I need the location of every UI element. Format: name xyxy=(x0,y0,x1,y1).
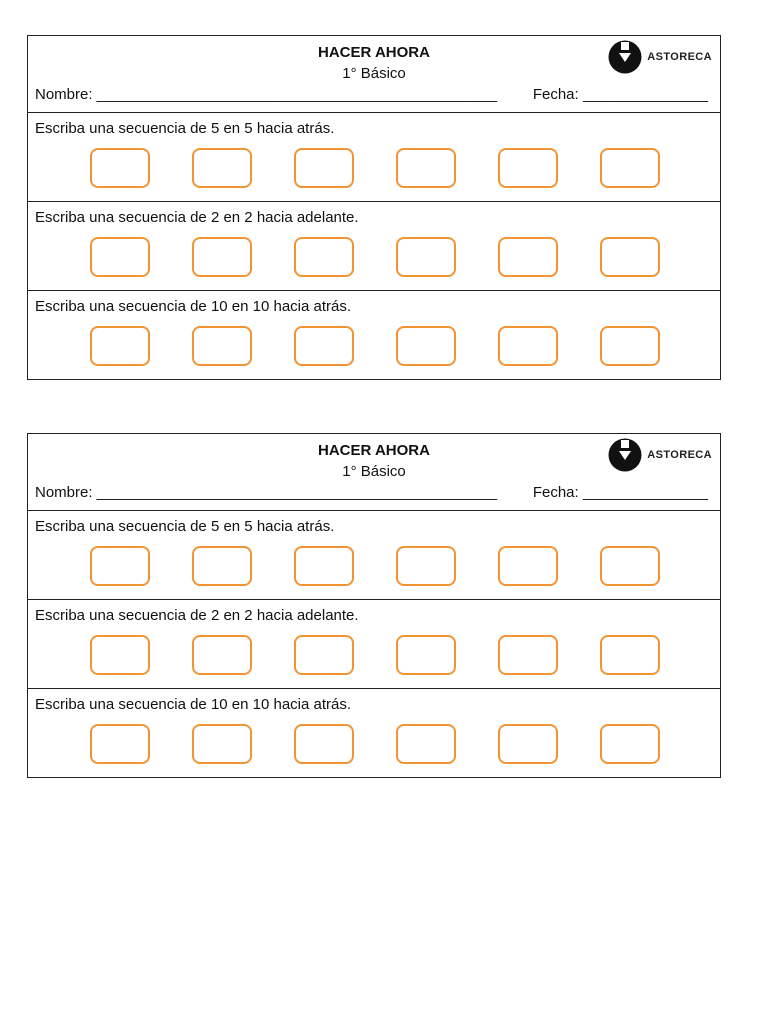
logo-text: ASTORECA xyxy=(647,449,712,461)
answer-box[interactable] xyxy=(498,635,558,675)
brand-logo xyxy=(608,40,712,74)
exercise-prompt: Escriba una secuencia de 5 en 5 hacia atrás. xyxy=(35,120,335,137)
answer-box[interactable] xyxy=(90,724,150,764)
name-field[interactable]: Nombre: ________________________________________________ xyxy=(35,86,498,103)
exercise-row xyxy=(28,689,720,777)
answer-box[interactable] xyxy=(192,326,252,366)
exercise-prompt: Escriba una secuencia de 10 en 10 hacia atrás. xyxy=(35,298,352,315)
answer-box[interactable] xyxy=(294,635,354,675)
answer-box[interactable] xyxy=(90,148,150,188)
worksheet-bottom xyxy=(27,433,721,778)
answer-box[interactable] xyxy=(192,635,252,675)
answer-boxes xyxy=(90,326,660,366)
answer-box[interactable] xyxy=(192,546,252,586)
worksheet-header xyxy=(28,434,720,511)
answer-box[interactable] xyxy=(396,148,456,188)
answer-box[interactable] xyxy=(192,237,252,277)
answer-box[interactable] xyxy=(498,326,558,366)
answer-box[interactable] xyxy=(90,635,150,675)
answer-box[interactable] xyxy=(600,635,660,675)
answer-box[interactable] xyxy=(498,546,558,586)
answer-box[interactable] xyxy=(294,237,354,277)
answer-box[interactable] xyxy=(498,148,558,188)
student-fields xyxy=(35,86,708,103)
answer-boxes xyxy=(90,635,660,675)
astoreca-logo-icon xyxy=(608,438,642,472)
logo-text: ASTORECA xyxy=(647,51,712,63)
worksheet-title: HACER AHORA xyxy=(318,44,430,61)
answer-box[interactable] xyxy=(396,724,456,764)
date-field[interactable]: Fecha: _______________ xyxy=(532,484,708,501)
answer-boxes xyxy=(90,237,660,277)
exercise-row xyxy=(28,511,720,600)
exercise-prompt: Escriba una secuencia de 2 en 2 hacia adelante. xyxy=(35,209,359,226)
exercise-row xyxy=(28,291,720,379)
grade-label: 1° Básico xyxy=(342,65,406,82)
answer-box[interactable] xyxy=(294,724,354,764)
answer-box[interactable] xyxy=(192,724,252,764)
brand-logo xyxy=(608,438,712,472)
answer-box[interactable] xyxy=(396,546,456,586)
answer-boxes xyxy=(90,148,660,188)
exercise-row xyxy=(28,202,720,291)
answer-box[interactable] xyxy=(294,148,354,188)
answer-box[interactable] xyxy=(498,237,558,277)
date-field[interactable]: Fecha: _______________ xyxy=(532,86,708,103)
answer-boxes xyxy=(90,724,660,764)
student-fields xyxy=(35,484,708,501)
answer-box[interactable] xyxy=(600,237,660,277)
answer-box[interactable] xyxy=(396,237,456,277)
answer-box[interactable] xyxy=(192,148,252,188)
answer-box[interactable] xyxy=(294,546,354,586)
answer-box[interactable] xyxy=(90,546,150,586)
worksheet-header xyxy=(28,36,720,113)
exercise-row xyxy=(28,600,720,689)
answer-box[interactable] xyxy=(600,724,660,764)
exercise-row xyxy=(28,113,720,202)
worksheet-top xyxy=(27,35,721,380)
answer-box[interactable] xyxy=(600,148,660,188)
answer-box[interactable] xyxy=(498,724,558,764)
answer-box[interactable] xyxy=(396,326,456,366)
answer-boxes xyxy=(90,546,660,586)
answer-box[interactable] xyxy=(600,546,660,586)
answer-box[interactable] xyxy=(600,326,660,366)
astoreca-logo-icon xyxy=(608,40,642,74)
exercise-prompt: Escriba una secuencia de 10 en 10 hacia atrás. xyxy=(35,696,352,713)
answer-box[interactable] xyxy=(90,237,150,277)
grade-label: 1° Básico xyxy=(342,463,406,480)
answer-box[interactable] xyxy=(90,326,150,366)
answer-box[interactable] xyxy=(294,326,354,366)
exercise-prompt: Escriba una secuencia de 5 en 5 hacia atrás. xyxy=(35,518,335,535)
worksheet-title: HACER AHORA xyxy=(318,442,430,459)
exercise-prompt: Escriba una secuencia de 2 en 2 hacia adelante. xyxy=(35,607,359,624)
answer-box[interactable] xyxy=(396,635,456,675)
name-field[interactable]: Nombre: ________________________________________________ xyxy=(35,484,498,501)
